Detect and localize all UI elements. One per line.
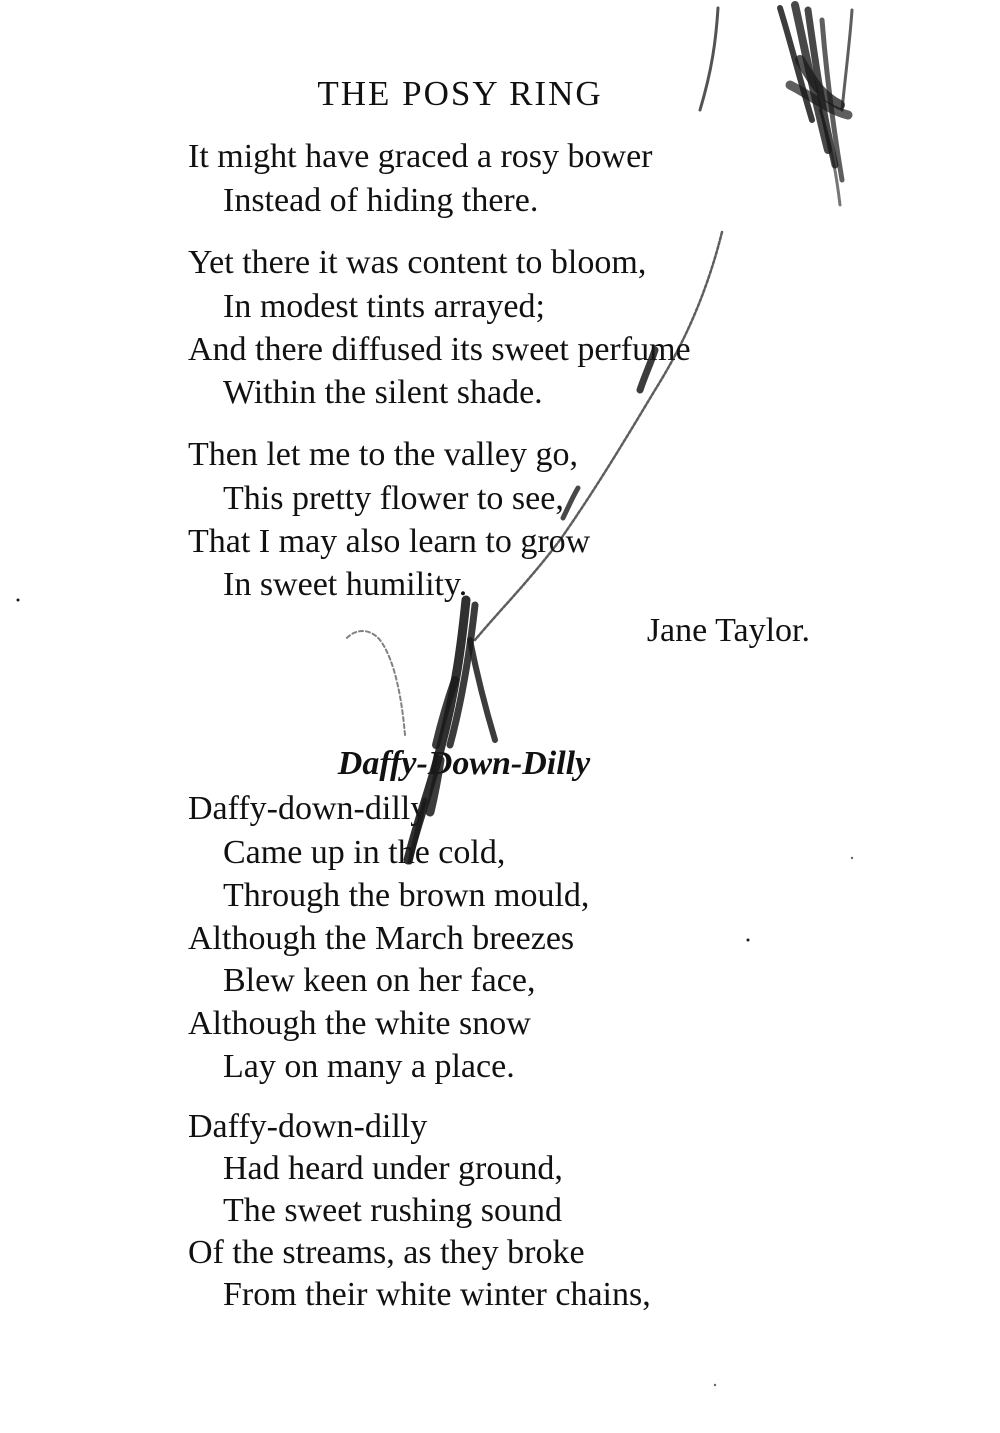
- poem-line: Although the white snow: [188, 1005, 531, 1042]
- poem-line: That I may also learn to grow: [188, 523, 591, 560]
- poem-line: And there diffused its sweet perfume: [188, 331, 691, 368]
- poem-line: From their white winter chains,: [223, 1276, 651, 1313]
- poem-line: This pretty flower to see,: [223, 480, 564, 517]
- poem-line: In sweet humility.: [223, 566, 468, 603]
- poem-line: It might have graced a rosy bower: [188, 138, 653, 175]
- poem-line: In modest tints arrayed;: [223, 288, 545, 325]
- poem-author: Jane Taylor.: [646, 612, 810, 649]
- poem-line: Within the silent shade.: [223, 374, 543, 411]
- poem-line: Yet there it was content to bloom,: [188, 244, 647, 281]
- poem-line: Although the March breezes: [188, 920, 575, 957]
- poem-title: Daffy-Down-Dilly: [337, 745, 591, 782]
- running-head: THE POSY RING: [317, 74, 603, 113]
- poem-line: Lay on many a place.: [223, 1048, 515, 1085]
- poem-line: Daffy-down-dilly: [188, 1108, 428, 1145]
- poem-line: Blew keen on her face,: [223, 962, 536, 999]
- poem-line: Of the streams, as they broke: [188, 1234, 585, 1271]
- poem-line: Daffy-down-dilly: [188, 790, 428, 827]
- poem-line: Through the brown mould,: [223, 877, 590, 914]
- poem-line: Came up in the cold,: [223, 834, 506, 871]
- poem-line: Then let me to the valley go,: [188, 436, 578, 473]
- poem-line: Had heard under ground,: [223, 1150, 563, 1187]
- poem-line: Instead of hiding there.: [223, 182, 539, 219]
- poem-line: The sweet rushing sound: [223, 1192, 563, 1229]
